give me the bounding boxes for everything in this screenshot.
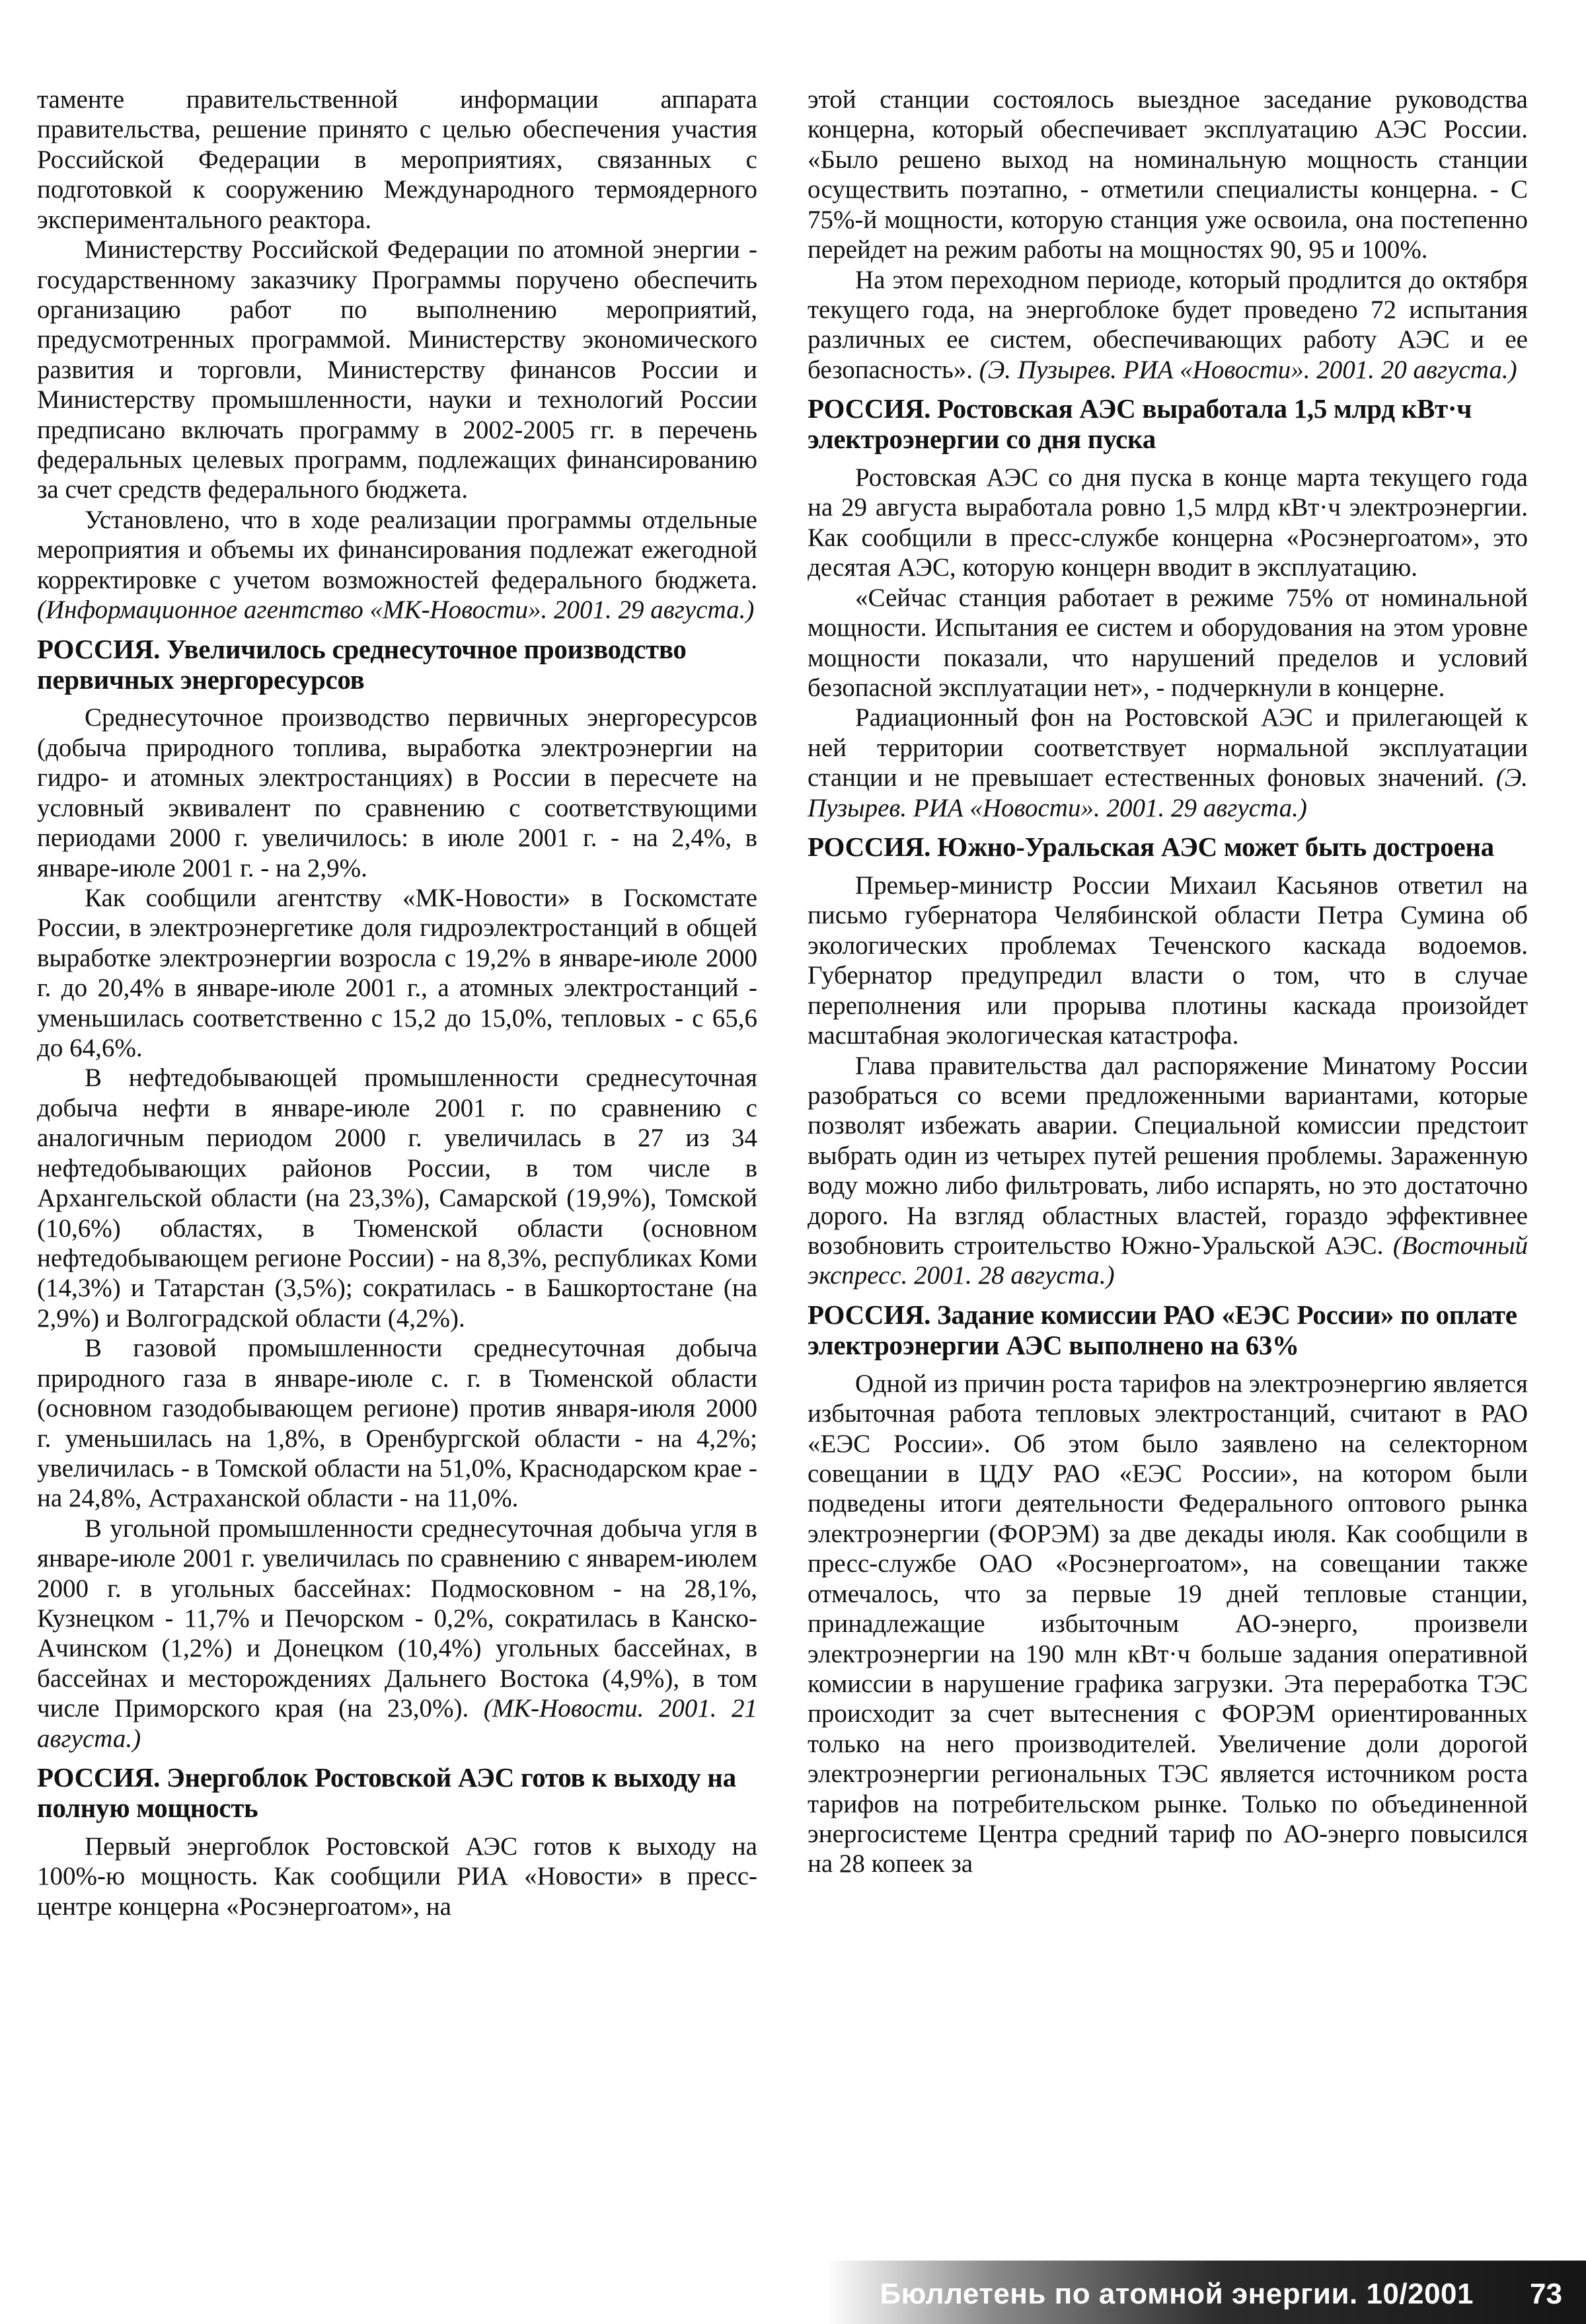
article-headline: РОССИЯ. Энергоблок Ростовской АЭС готов к выходу на полную мощность (37, 1762, 736, 1824)
paragraph-text: Установлено, что в ходе реализации программы отдельные мероприятия и объемы их финансирования подлежат ежегодной корректировке с учетом возможностей федерального бюджета. (37, 505, 757, 594)
source-citation: (Информационное агентство «МК-Новости». 2001. 29 августа.) (37, 596, 755, 625)
source-citation: (Восточный экспресс. 2001. 28 августа.) (808, 1231, 1529, 1290)
paragraph: этой станции состоялось выездное заседание руководства концерна, который обеспечивает эксплуатацию АЭС России. «Было решено выход на номинальную мощность станции осуществить поэтапно, - отметили специалисты концерна. - С 75%-й мощности, которую станция уже освоила, она постепенно перейдет на режим работы на мощностях 90, 95 и 100%. (808, 85, 1528, 264)
paragraph-text: На этом переходном периоде, который продлится до октября текущего года, на энергоблоке будет проведено 72 испытания различных ее систем, обеспечивающих работу АЭС и ее безопасность». (808, 265, 1528, 384)
right-column (808, 85, 1528, 1879)
article-headline: РОССИЯ. Южно-Уральская АЭС может быть достроена (808, 832, 1494, 863)
paragraph: Первый энергоблок Ростовской АЭС готов к выходу на 100%-ю мощность. Как сообщили РИА «Новости» в пресс-центре концерна «Росэнергоатом», на (37, 1832, 757, 1921)
paragraph: В газовой промышленности среднесуточная добыча природного газа в январе-июле с. г. в Тюменской области (основном газодобывающем регионе) против января-июля 2000 г. уменьшилась на 1,8%, в Оренбургской области - на 4,2%; увеличилась - в Томской области на 51,0%, Краснодарском крае - на 24,8%, Астраханской области - на 11,0%. (37, 1334, 757, 1513)
left-column (37, 85, 757, 1921)
page-number: 73 (1530, 2278, 1562, 2310)
paragraph: таменте правительственной информации аппарата правительства, решение принято с целью обеспечения участия Российской Федерации в мероприятиях, связанных с подготовкой к сооружению Международного термоядерного экспериментального реактора. (37, 85, 757, 234)
source-citation: (Э. Пузырев. РИА «Новости». 2001. 29 августа.) (808, 763, 1529, 822)
paragraph-text: В угольной промышленности среднесуточная добыча угля в январе-июле 2001 г. увеличилась по сравнению с январем-июлем 2000 г. в угольных бассейнах: Подмосковном - на 28,1%, Кузнецком - 11,7% и Печорском - 0,2%, сократилась в Канско-Ачинском (1,2%) и Донецком (10,4%) угольных бассейнах, в бассейнах и месторождениях Дальнего Востока (4,9%), в том числе Приморского края (на 23,0%). (37, 1514, 757, 1723)
paragraph (808, 265, 1528, 385)
journal-title: Бюллетень по атомной энергии. 10/2001 (880, 2278, 1474, 2310)
paragraph: Одной из причин роста тарифов на электроэнергию является избыточная работа тепловых электростанций, считают в РАО «ЕЭС России». Об этом было заявлено на селекторном совещании в ЦДУ РАО «ЕЭС России», на котором были подведены итоги деятельности Федерального оптового рынка электроэнергии (ФОРЭМ) за две декады июля. Как сообщили в пресс-службе ОАО «Росэнергоатом», на совещании также отмечалось, что за первые 19 дней тепловые станции, принадлежащие избыточным АО-энерго, произвели электроэнергии на 190 млн кВт·ч больше задания оперативной комиссии в нарушение графика загрузки. Эта переработка ТЭС происходит за счет вытеснения с ФОРЭМ ориентированных только на него производителей. Увеличение доли дорогой электроэнергии региональных ТЭС является источником роста тарифов на потребительском рынке. Только по объединенной энергосистеме Центра средний тариф по АО-энерго повысился на 28 копеек за (808, 1369, 1528, 1879)
paragraph: Как сообщили агентству «МК-Новости» в Госкомстате России, в электроэнергетике доля гидроэлектростанций в общей выработке электроэнергии возросла с 19,2% в январе-июле 2000 г. до 20,4% в январе-июле 2001 г., а атомных электростанций - уменьшилась соответственно с 15,2 до 15,0%, тепловых - с 65,6 до 64,6%. (37, 883, 757, 1063)
article-headline: РОССИЯ. Задание комиссии РАО «ЕЭС России» по оплате электроэнергии АЭС выполнено на 63% (808, 1299, 1517, 1360)
paragraph: Ростовская АЭС со дня пуска в конце марта текущего года на 29 августа выработала ровно 1,5 млрд кВт·ч электроэнергии. Как сообщили в пресс-службе концерна «Росэнергоатом», это десятая АЭС, которую концерн вводит в эксплуатацию. (808, 463, 1528, 582)
paragraph (808, 703, 1528, 823)
source-citation: (МК-Новости. 2001. 21 августа.) (37, 1694, 757, 1753)
article-headline: РОССИЯ. Увеличилось среднесуточное производство первичных энергоресурсов (37, 633, 687, 695)
paragraph: Среднесуточное производство первичных энергоресурсов (добыча природного топлива, выработка электроэнергии на гидро- и атомных электростанциях) в России в пересчете на условный эквивалент по сравнению с соответствующими периодами 2000 г. увеличилось: в июле 2001 г. - на 2,4%, в январе-июле 2001 г. - на 2,9%. (37, 703, 757, 882)
paragraph: Министерству Российской Федерации по атомной энергии - государственному заказчику Программы поручено обеспечить организацию работ по выполнению мероприятий, предусмотренных программой. Министерству экономического развития и торговли, Министерству финансов России и Министерству промышленности, науки и технологий России предписано включать программу в 2002-2005 гг. в перечень федеральных целевых программ, подлежащих финансированию за счет средств федерального бюджета. (37, 235, 757, 504)
paragraph (808, 1051, 1528, 1291)
paragraph (37, 1514, 757, 1754)
paragraph-text: Глава правительства дал распоряжение Минатому России разобраться со всеми предложенными вариантами, которые позволят избежать аварии. Специальной комиссии предстоит выбрать один из четырех путей решения проблемы. Зараженную воду можно либо фильтровать, либо испарять, но это достаточно дорого. На взгляд областных властей, гораздо эффективнее возобновить строительство Южно-Уральской АЭС. (808, 1051, 1528, 1260)
paragraph: Премьер-министр России Михаил Касьянов ответил на письмо губернатора Челябинской области Петра Сумина об экологических проблемах Теченского каскада водоемов. Губернатор предупредил власти о том, что в случае переполнения или прорыва плотины каскада произойдет масштабная экологическая катастрофа. (808, 871, 1528, 1050)
paragraph (37, 505, 757, 625)
source-citation: (Э. Пузырев. РИА «Новости». 2001. 20 августа.) (979, 355, 1517, 384)
paragraph: «Сейчас станция работает в режиме 75% от номинальной мощности. Испытания ее систем и оборудования на этом уровне мощности показали, что нарушений пределов и условий безопасной эксплуатации нет», - подчеркнули в концерне. (808, 583, 1528, 702)
article-headline: РОССИЯ. Ростовская АЭС выработала 1,5 млрд кВт·ч электроэнергии со дня пуска (808, 393, 1472, 455)
paragraph: В нефтедобывающей промышленности среднесуточная добыча нефти в январе-июле 2001 г. по сравнению с аналогичным периодом 2000 г. увеличилась в 27 из 34 нефтедобывающих районов России, в том числе в Архангельской области (на 23,3%), Самарской (19,9%), Томской (10,6%) областях, в Тюменской области (основном нефтедобывающем регионе России) - на 8,3%, республиках Коми (14,3%) и Татарстан (3,5%); сократилась - в Башкортостане (на 2,9%) и Волгоградской области (4,2%). (37, 1064, 757, 1333)
footer-band (826, 2261, 1586, 2324)
paragraph-text: Радиационный фон на Ростовской АЭС и прилегающей к ней территории соответствует нормальной эксплуатации станции и не превышает естественных фоновых значений. (808, 703, 1528, 793)
